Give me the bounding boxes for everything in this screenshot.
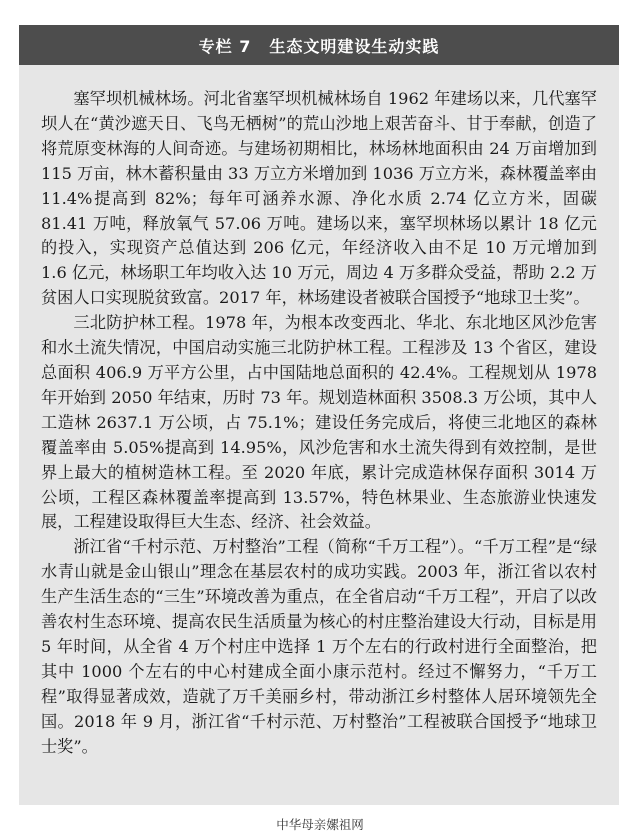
- column-header: [19, 25, 619, 65]
- footer-watermark: 中华母亲嫘祖网: [276, 817, 364, 832]
- paragraph-zhejiang: 浙江省“千村示范、万村整治”工程（简称“千万工程”）。“千万工程”是“绿水青山就是金山银山”理念在基层农村的成功实践。2003 年，浙江省以农村生产生活生态的“三生”环境改善为重点，在全省启动“千万工程”，开启了以改善农村生态环境、提高农民生活质量为核心的村庄整治建设大行动，目标是用 5 年时间，从全省 4 万个村庄中选择 1 万个左右的行政村进行全面整治，把其中 1000 个左右的中心村建成全面小康示范村。经过不懈努力，“千万工程”取得显著成效，造就了万千美丽乡村，带动浙江乡村整体人居环境领先全国。2018 年 9 月，浙江省“千村示范、万村整治”工程被联合国授予“地球卫士奖”。: [41, 537, 597, 756]
- paragraph-saihanba: 塞罕坝机械林场。河北省塞罕坝机械林场自 1962 年建场以来，几代塞罕坝人在“黄沙遮天日、飞鸟无栖树”的荒山沙地上艰苦奋斗、甘于奉献，创造了将荒原变林海的人间奇迹。与建场初期相比，林场林地面积由 24 万亩增加到 115 万亩，林木蓄积量由 33 万立方米增加到 1036 万立方米，森林覆盖率由 11.4%提高到 82%；每年可涵养水源、净化水质 2.74 亿立方米，固碳 81.41 万吨，释放氧气 57.06 万吨。建场以来，塞罕坝林场以累计 18 亿元的投入，实现资产总值达到 206 亿元，年经济收入由不足 10 万元增加到 1.6 亿元，林场职工年均收入达 10 万元，周边 4 万多群众受益，帮助 2.2 万贫困人口实现脱贫致富。2017 年，林场建设者被联合国授予“地球卫士奖”。: [41, 89, 597, 308]
- column-title: 生态文明建设生动实践: [269, 36, 440, 56]
- column-number: 专栏 7: [198, 36, 252, 56]
- column-body: [19, 65, 619, 759]
- paragraph-three-north: 三北防护林工程。1978 年，为根本改变西北、华北、东北地区风沙危害和水土流失情况，中国启动实施三北防护林工程。工程涉及 13 个省区，建设总面积 406.9 万平方公里，占中国陆地总面积的 42.4%。工程规划从 1978 年开始到 2050 年结束，历时 73 年。规划造林面积 3508.3 万公顷，其中人工造林 2637.1 万公顷，占 75.1%；建设任务完成后，将使三北地区的森林覆盖率由 5.05%提高到 14.95%，风沙危害和水土流失得到有效控制，是世界上最大的植树造林工程。至 2020 年底，累计完成造林保存面积 3014 万公顷，工程区森林覆盖率提高到 13.57%，特色林果业、生态旅游业快速发展，工程建设取得巨大生态、经济、社会效益。: [41, 313, 597, 532]
- column-box: [19, 25, 619, 805]
